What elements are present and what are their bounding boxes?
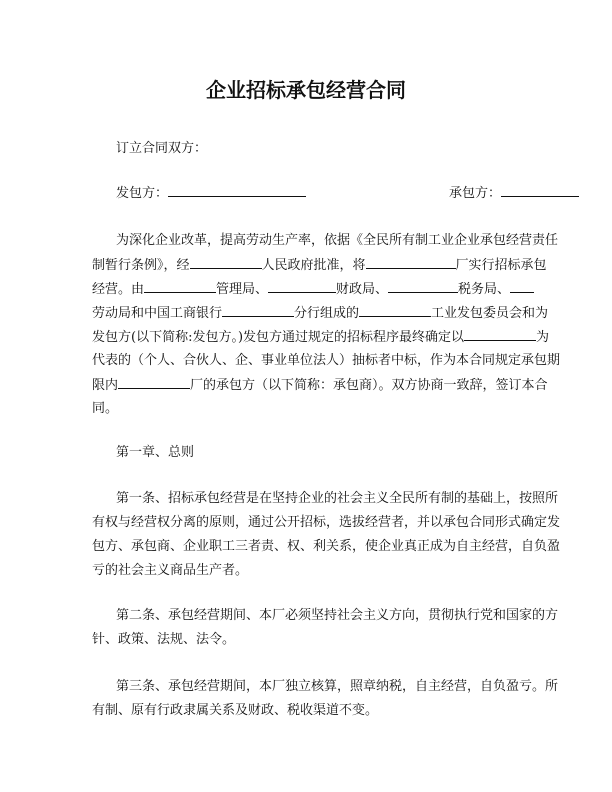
text-segment: 厂的承包方（以下简称：承包商）。双方协商一致辞，签订本合: [190, 378, 548, 393]
text-line: [92, 181, 522, 205]
text-segment: 第一章、总则: [116, 445, 195, 460]
text-line: [92, 253, 547, 277]
fill-in-blank[interactable]: [190, 253, 262, 269]
text-segment: 管理局、: [216, 282, 269, 297]
fill-in-blank[interactable]: [366, 253, 456, 269]
text-segment: 发包方：: [116, 186, 169, 201]
fill-in-blank[interactable]: [118, 373, 190, 389]
text-segment: 人民政府批准，将: [261, 258, 366, 273]
text-line: [92, 137, 522, 161]
fill-in-blank[interactable]: [501, 181, 579, 197]
document-title: 企业招标承包经营合同: [206, 78, 406, 102]
text-segment: 包方、承包商、企业职工三者责、权、利关系，使企业真正成为自主经营，自负盈: [92, 539, 561, 554]
fill-in-blank[interactable]: [464, 325, 536, 341]
fill-in-blank[interactable]: [168, 181, 306, 197]
text-segment: 为: [536, 330, 550, 345]
text-segment: 税务局、: [458, 282, 511, 297]
text-line: [92, 559, 522, 583]
text-segment: 亏的社会主义商品生产者。: [92, 563, 249, 578]
text-segment: 第一条、招标承包经营是在坚持企业的社会主义全民所有制的基础上，按照所: [116, 491, 559, 506]
text-segment: 订立合同双方：: [116, 141, 208, 156]
text-segment: 劳动局和中国工商银行: [92, 306, 223, 321]
text-line: [92, 325, 550, 349]
text-segment: 承包方：: [306, 186, 502, 201]
text-segment: 第二条、承包经营期间、本厂必须坚持社会主义方向，贯彻执行党和国家的方: [116, 608, 559, 623]
text-line: [92, 511, 561, 535]
fill-in-blank[interactable]: [268, 277, 336, 293]
text-line: [92, 301, 549, 325]
text-segment: 为深化企业改革，提高劳动生产率，依据《全民所有制工业企业承包经营责任: [116, 233, 559, 248]
text-segment: 第三条、承包经营期间，本厂独立核算，照章纳税，自主经营，自负盈亏。所: [116, 679, 559, 694]
text-line: [92, 604, 559, 628]
fill-in-blank[interactable]: [388, 277, 458, 293]
text-segment: 同。: [92, 401, 119, 416]
text-segment: 有制、原有行政隶属关系及财政、税收渠道不变。: [92, 703, 379, 718]
text-segment: 工业发包委员会和为: [431, 306, 549, 321]
text-line: [92, 441, 522, 465]
fill-in-blank[interactable]: [144, 277, 216, 293]
text-line: [92, 373, 548, 397]
text-segment: 针、政策、法规、法令。: [92, 632, 236, 647]
text-segment: 经营。由: [92, 282, 145, 297]
text-segment: 制暂行条例》，经: [92, 258, 190, 273]
text-segment: 限内: [92, 378, 119, 393]
text-line: [92, 397, 522, 421]
text-segment: 财政局、: [336, 282, 389, 297]
text-segment: 分行组成的: [294, 306, 360, 321]
text-line: [92, 277, 522, 301]
text-segment: 代表的（个人、合伙人、企、事业单位法人）抽标者中标，作为本合同规定承包期: [92, 353, 561, 368]
text-segment: 厂实行招标承包: [455, 258, 547, 273]
fill-in-blank[interactable]: [222, 301, 294, 317]
fill-in-blank[interactable]: [359, 301, 431, 317]
text-line: [92, 628, 522, 652]
text-line: [92, 487, 559, 511]
text-line: [92, 535, 561, 559]
text-segment: 发包方(以下简称:发包方。)发包方通过规定的招标程序最终确定以: [92, 330, 465, 345]
text-line: [92, 675, 559, 699]
fill-in-blank[interactable]: [510, 277, 534, 293]
text-line: [92, 349, 561, 373]
text-line: [92, 229, 559, 253]
text-segment: 有权与经营权分离的原则，通过公开招标，选拔经营者，并以承包合同形式确定发: [92, 515, 561, 530]
text-line: [92, 699, 522, 723]
